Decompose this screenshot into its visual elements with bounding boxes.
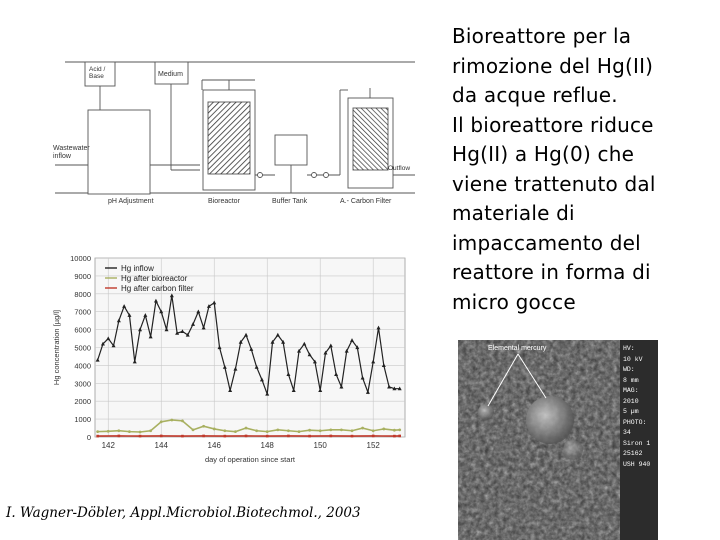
data-point bbox=[255, 429, 258, 432]
data-point bbox=[149, 429, 152, 432]
hg-concentration-chart bbox=[50, 250, 415, 475]
data-point bbox=[117, 429, 120, 432]
data-point bbox=[224, 435, 227, 438]
data-point bbox=[96, 435, 99, 438]
data-point bbox=[276, 428, 279, 431]
bioreactor-label: Bioreactor bbox=[208, 198, 240, 205]
data-point bbox=[181, 435, 184, 438]
data-point bbox=[393, 429, 396, 432]
data-point bbox=[202, 425, 205, 428]
sem-info-line: 10 kV bbox=[623, 355, 643, 363]
data-point bbox=[308, 435, 311, 438]
y-tick-label: 5000 bbox=[74, 343, 91, 353]
y-tick-label: 4000 bbox=[74, 361, 91, 371]
data-point bbox=[160, 420, 163, 423]
sem-info-line: 34 bbox=[623, 429, 631, 436]
data-point bbox=[372, 429, 375, 432]
data-point bbox=[287, 429, 290, 432]
y-tick-label: 10000 bbox=[70, 254, 91, 263]
sem-info-line: PHOTO: bbox=[623, 418, 647, 426]
carbon-filter-label: A.- Carbon Filter bbox=[340, 198, 392, 205]
x-tick-label: 150 bbox=[313, 441, 327, 450]
x-axis-label: day of operation since start bbox=[204, 455, 296, 464]
data-point bbox=[372, 435, 375, 438]
sem-info-line: 2010 bbox=[623, 397, 639, 405]
data-point bbox=[170, 419, 173, 422]
x-tick-label: 152 bbox=[366, 441, 380, 450]
sem-info-line: MAG: bbox=[623, 387, 639, 394]
data-point bbox=[181, 419, 184, 422]
sem-info-line: WD: bbox=[623, 366, 635, 373]
data-point bbox=[213, 428, 216, 431]
wastewater-label: Wastewater inflow bbox=[53, 145, 90, 160]
legend-label: Hg after carbon filter bbox=[121, 284, 194, 293]
sem-info-line: 25162 bbox=[623, 450, 643, 457]
legend-label: Hg inflow bbox=[121, 264, 154, 273]
data-point bbox=[329, 428, 332, 431]
data-point bbox=[351, 429, 354, 432]
data-point bbox=[398, 428, 401, 431]
buffer-tank-label: Buffer Tank bbox=[272, 198, 308, 205]
data-point bbox=[298, 430, 301, 433]
y-tick-label: 9000 bbox=[74, 271, 91, 281]
sem-annotation-label: Elemental mercury bbox=[488, 345, 547, 352]
data-point bbox=[245, 427, 248, 430]
y-tick-label: 7000 bbox=[74, 307, 91, 317]
data-point bbox=[393, 435, 396, 438]
description-text: Bioreattore per la rimozione del Hg(II) da acque reflue. Il bioreattore riduce Hg(II) a Hg(0) che viene trattenuto dal materiale di impaccamento del reattore in forma di micro gocce bbox=[452, 24, 656, 314]
data-point bbox=[139, 435, 142, 438]
legend-label: Hg after bioreactor bbox=[121, 274, 188, 283]
data-point bbox=[287, 435, 290, 438]
sem-info-line: Siron 1 bbox=[623, 439, 651, 447]
process-flow-diagram bbox=[50, 50, 420, 210]
sem-info-line: USH 940 bbox=[623, 460, 651, 468]
outflow-label: Outflow bbox=[388, 165, 411, 172]
data-point bbox=[118, 435, 121, 438]
data-point bbox=[330, 435, 333, 438]
ph-adjustment-label: pH Adjustment bbox=[108, 198, 154, 205]
data-point bbox=[319, 429, 322, 432]
data-point bbox=[361, 427, 364, 430]
data-point bbox=[266, 430, 269, 433]
x-tick-label: 144 bbox=[154, 441, 168, 450]
data-point bbox=[351, 435, 354, 438]
y-tick-label: 3000 bbox=[74, 379, 91, 389]
data-point bbox=[160, 435, 163, 438]
data-point bbox=[382, 428, 385, 431]
y-axis-label: Hg concentration [µg/l] bbox=[52, 309, 61, 386]
x-tick-label: 142 bbox=[101, 441, 115, 450]
data-point bbox=[340, 428, 343, 431]
data-point bbox=[234, 430, 237, 433]
data-point bbox=[266, 435, 269, 438]
carbon-filter-packing bbox=[353, 108, 388, 170]
sem-info-line: HV: bbox=[623, 345, 635, 352]
citation: I. Wagner-Döbler, Appl.Microbiol.Biotechmol., 2003 bbox=[6, 505, 361, 521]
data-point bbox=[96, 430, 99, 433]
data-point bbox=[223, 429, 226, 432]
data-point bbox=[128, 430, 131, 433]
data-point bbox=[308, 429, 311, 432]
data-point bbox=[192, 428, 195, 431]
x-tick-label: 146 bbox=[207, 441, 221, 450]
y-tick-label: 2000 bbox=[74, 397, 91, 407]
y-tick-label: 8000 bbox=[74, 289, 91, 299]
data-point bbox=[139, 431, 142, 434]
y-tick-label: 1000 bbox=[74, 415, 91, 425]
data-point bbox=[398, 435, 401, 438]
data-point bbox=[202, 435, 205, 438]
data-point bbox=[245, 435, 248, 438]
medium-label: Medium bbox=[158, 71, 183, 78]
sem-info-panel bbox=[623, 344, 657, 470]
y-tick-label: 6000 bbox=[74, 325, 91, 335]
bioreactor-packing bbox=[208, 102, 250, 174]
sem-info-line: 8 mm bbox=[623, 376, 639, 384]
sem-info-line: 5 µm bbox=[623, 408, 639, 415]
x-tick-label: 148 bbox=[260, 441, 274, 450]
sem-micrograph bbox=[458, 340, 658, 540]
data-point bbox=[107, 430, 110, 433]
y-tick-label: 0 bbox=[86, 433, 91, 442]
acid-base-label: Acid / Base bbox=[89, 66, 106, 80]
